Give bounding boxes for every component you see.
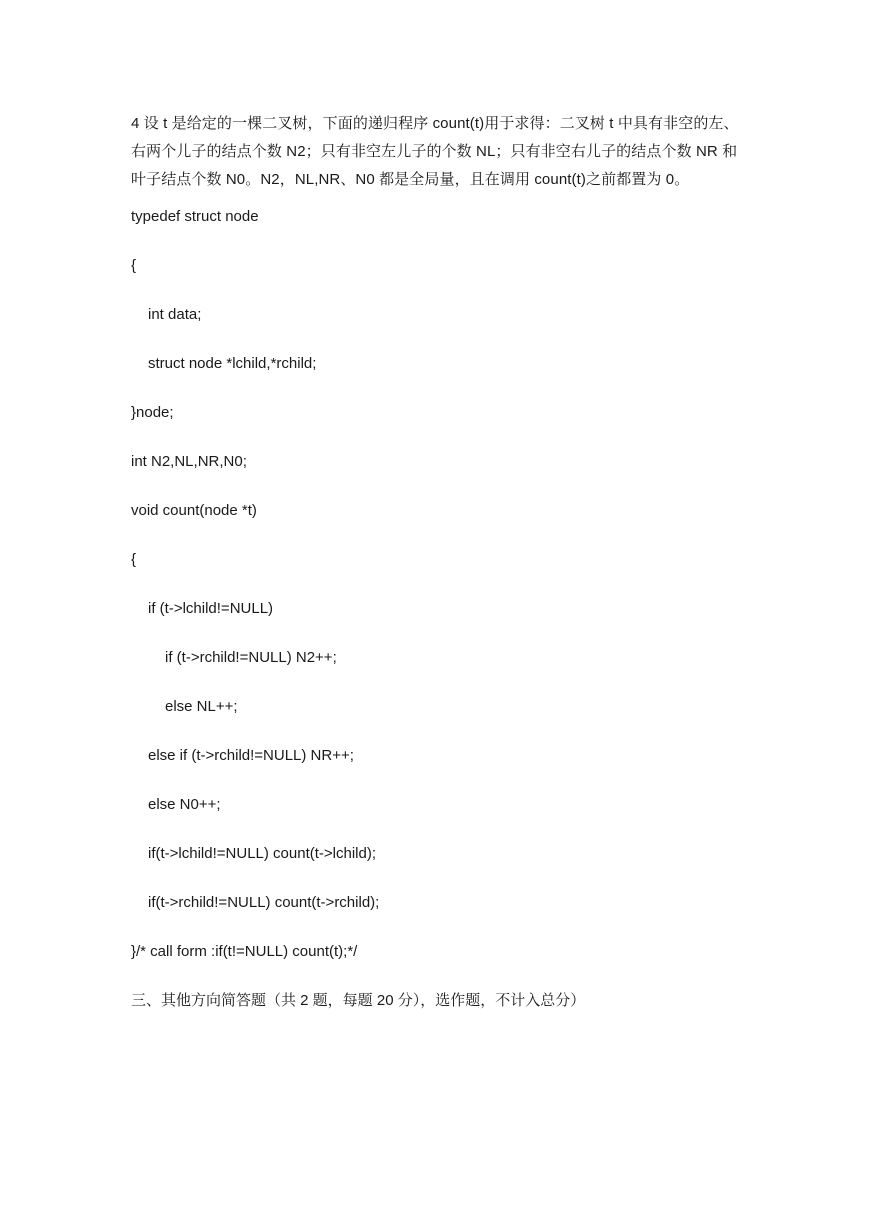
code-line: { xyxy=(131,257,137,274)
question-intro: 4 设 t 是给定的一棵二叉树，下面的递归程序 count(t)用于求得：二叉树 t 中具有非空的左、右两个儿子的结点个数 N2；只有非空左儿子的个数 NL；只有非空右儿子的结点个数 NR 和叶子结点个数 N0。N2，NL,NR、N0 都是全局量，且在调用 count(t)之前都置为 0。 xyxy=(131,115,739,188)
code-line: typedef struct node xyxy=(131,208,259,225)
code-line: if(t->rchild!=NULL) count(t->rchild); xyxy=(148,894,380,911)
code-line: if(t->lchild!=NULL) count(t->lchild); xyxy=(148,845,376,862)
code-line: struct node *lchild,*rchild; xyxy=(148,355,317,372)
code-line: else N0++; xyxy=(148,796,221,813)
code-line: int data; xyxy=(148,306,202,323)
code-block xyxy=(131,207,751,991)
code-line: void count(node *t) xyxy=(131,502,257,519)
code-line: }node; xyxy=(131,404,174,421)
code-line: int N2,NL,NR,N0; xyxy=(131,453,247,470)
code-line: else if (t->rchild!=NULL) NR++; xyxy=(148,747,354,764)
code-line: if (t->rchild!=NULL) N2++; xyxy=(165,649,337,666)
code-line: { xyxy=(131,551,137,568)
section-heading: 三、其他方向简答题（共 2 题，每题 20 分），选作题，不计入总分） xyxy=(131,992,586,1009)
code-line: if (t->lchild!=NULL) xyxy=(148,600,274,617)
document-page xyxy=(131,110,751,1011)
code-line: }/* call form :if(t!=NULL) count(t);*/ xyxy=(131,943,358,960)
code-line: else NL++; xyxy=(165,698,238,715)
